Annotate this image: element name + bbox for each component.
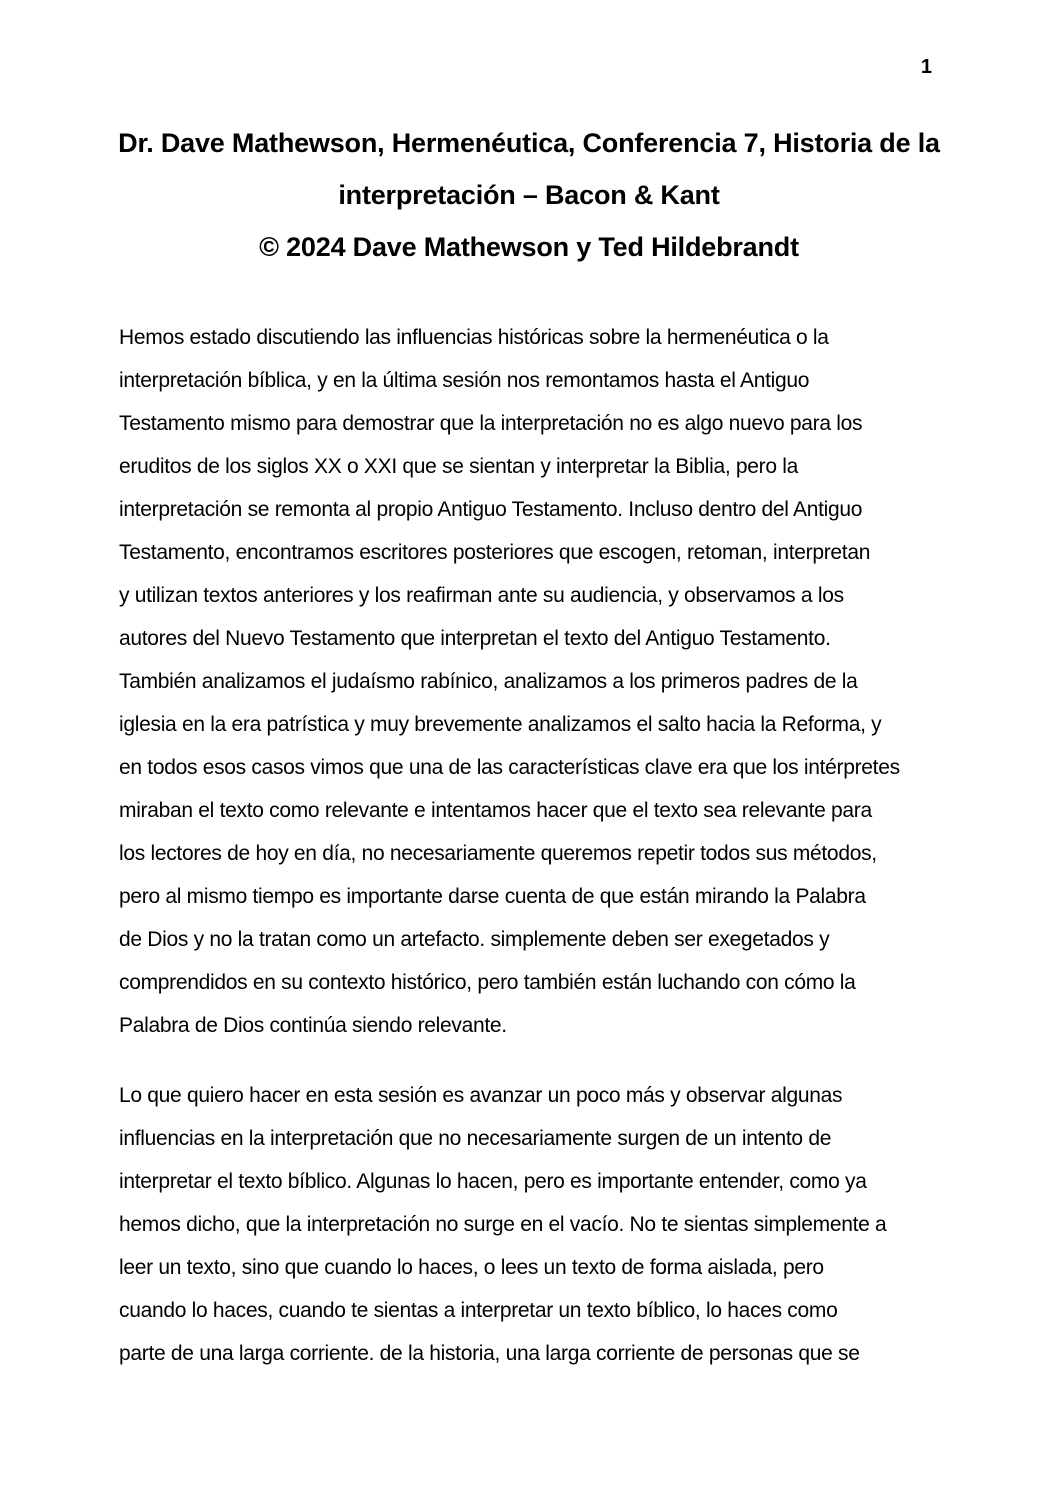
body-text-line: parte de una larga corriente. de la historia, una larga corriente de personas que se xyxy=(119,1342,860,1365)
body-text-line: en todos esos casos vimos que una de las características clave era que los intérpretes xyxy=(119,756,900,779)
body-text-line: de Dios y no la tratan como un artefacto. simplemente deben ser exegetados y xyxy=(119,928,830,951)
body-text-line: hemos dicho, que la interpretación no surge en el vacío. No te sientas simplemente a xyxy=(119,1213,887,1236)
body-text-line: Lo que quiero hacer en esta sesión es avanzar un poco más y observar algunas xyxy=(119,1084,843,1107)
body-text-line: eruditos de los siglos XX o XXI que se sientan y interpretar la Biblia, pero la xyxy=(119,455,799,478)
body-text-line: los lectores de hoy en día, no necesariamente queremos repetir todos sus métodos, xyxy=(119,842,877,865)
body-text-line: interpretación bíblica, y en la última sesión nos remontamos hasta el Antiguo xyxy=(119,369,810,392)
document-title xyxy=(110,117,948,273)
paragraph-2 xyxy=(119,1074,949,1375)
body-text-line: Testamento, encontramos escritores posteriores que escogen, retoman, interpretan xyxy=(119,541,871,564)
title-line: © 2024 Dave Mathewson y Ted Hildebrandt xyxy=(259,232,799,262)
body-text-line: pero al mismo tiempo es importante darse cuenta de que están mirando la Palabra xyxy=(119,885,866,908)
body-text-line: miraban el texto como relevante e intentamos hacer que el texto sea relevante para xyxy=(119,799,872,822)
body-text-line: comprendidos en su contexto histórico, pero también están luchando con cómo la xyxy=(119,971,856,994)
body-text-line: iglesia en la era patrística y muy brevemente analizamos el salto hacia la Reforma, y xyxy=(119,713,882,736)
paragraph-1 xyxy=(119,316,949,1047)
body-text-line: interpretación se remonta al propio Antiguo Testamento. Incluso dentro del Antiguo xyxy=(119,498,863,521)
body-text-line: Palabra de Dios continúa siendo relevante. xyxy=(119,1014,507,1037)
body-text-line: y utilizan textos anteriores y los reafirman ante su audiencia, y observamos a los xyxy=(119,584,844,607)
body-text-line: influencias en la interpretación que no necesariamente surgen de un intento de xyxy=(119,1127,832,1150)
body-text-line: Hemos estado discutiendo las influencias históricas sobre la hermenéutica o la xyxy=(119,326,829,349)
body-text-line: leer un texto, sino que cuando lo haces, o lees un texto de forma aislada, pero xyxy=(119,1256,824,1279)
body-text-line: Testamento mismo para demostrar que la interpretación no es algo nuevo para los xyxy=(119,412,863,435)
page-number: 1 xyxy=(920,56,932,78)
title-line: interpretación – Bacon & Kant xyxy=(338,180,720,210)
body-text-line: interpretar el texto bíblico. Algunas lo hacen, pero es importante entender, como ya xyxy=(119,1170,867,1193)
body-text-line: cuando lo haces, cuando te sientas a interpretar un texto bíblico, lo haces como xyxy=(119,1299,838,1322)
body-text-line: También analizamos el judaísmo rabínico, analizamos a los primeros padres de la xyxy=(119,670,858,693)
body-text-line: autores del Nuevo Testamento que interpretan el texto del Antiguo Testamento. xyxy=(119,627,831,650)
title-line: Dr. Dave Mathewson, Hermenéutica, Conferencia 7, Historia de la xyxy=(118,128,940,158)
